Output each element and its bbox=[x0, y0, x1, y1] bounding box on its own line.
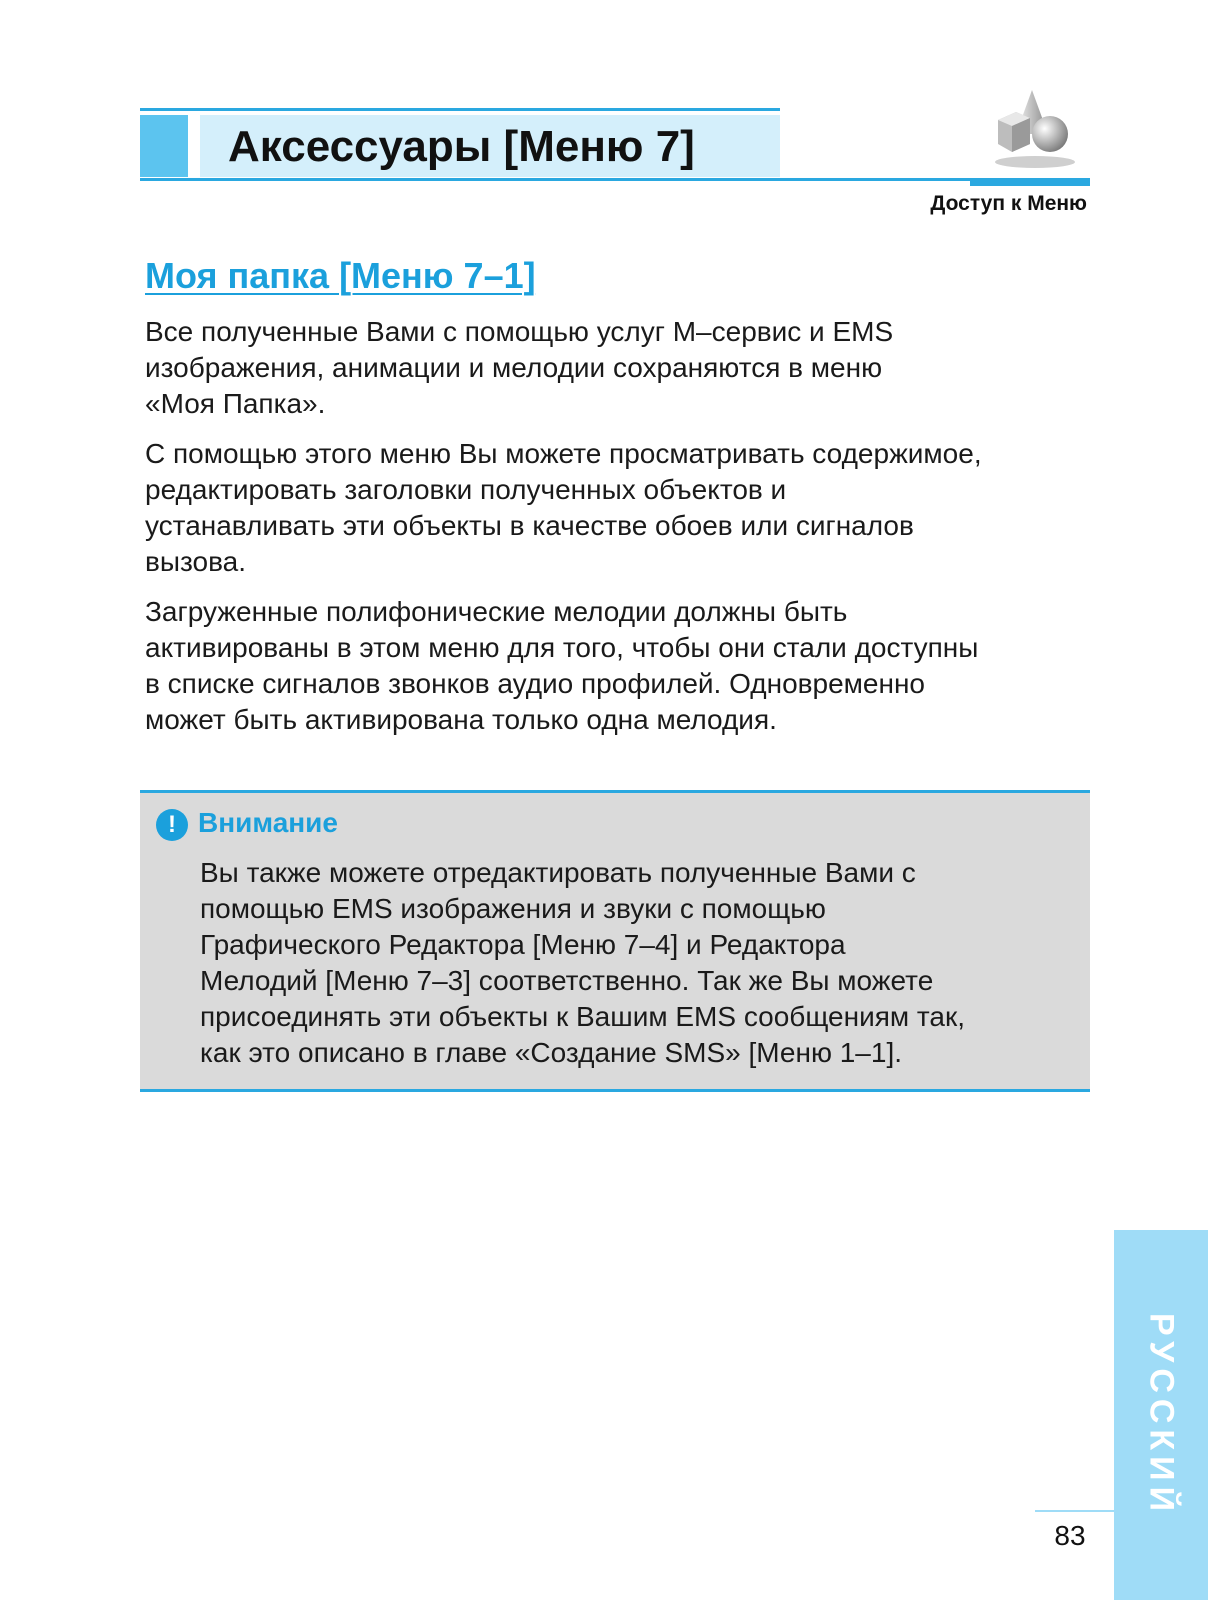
page-title: Аксессуары [Меню 7] bbox=[228, 122, 695, 171]
language-label: РУССКИЙ bbox=[1142, 1312, 1181, 1518]
3d-shapes-icon bbox=[990, 86, 1080, 170]
paragraph: Загруженные полифонические мелодии должны быть активированы в этом меню для того, чтобы они стали доступны в списке сигналов звонков аудио профилей. Одновременно может быть активирована только одна мелодия. bbox=[145, 596, 979, 735]
language-side-tab bbox=[1114, 1230, 1208, 1600]
body-text bbox=[145, 314, 1085, 752]
page-number-line bbox=[1035, 1510, 1114, 1512]
note-box bbox=[140, 790, 1090, 1092]
note-text: Вы также можете отредактировать полученные Вами с помощью EMS изображения и звуки с помощью Графического Редактора [Меню 7–4] и Редактора Мелодий [Меню 7–3] соответственно. Так же Вы можете присоединять эти объекты к Вашим EMS сообщениям так, как это описано в главе «Создание SMS» [Меню 1–1]. bbox=[200, 857, 966, 1068]
header-top-line bbox=[140, 108, 780, 111]
header-bottom-line bbox=[140, 178, 1090, 181]
header-accent-block bbox=[140, 115, 188, 177]
paragraph: Все полученные Вами с помощью услуг M–сервис и EMS изображения, анимации и мелодии сохраняются в меню «Моя Папка». bbox=[145, 316, 894, 419]
page-number: 83 bbox=[1054, 1520, 1086, 1551]
menu-access-label: Доступ к Меню bbox=[930, 192, 1087, 215]
section-heading: Моя папка [Меню 7–1] bbox=[145, 255, 536, 296]
exclamation-icon: ! bbox=[156, 809, 188, 841]
header-right-bar bbox=[970, 178, 1090, 186]
note-title: Внимание bbox=[198, 807, 338, 838]
paragraph: С помощью этого меню Вы можете просматривать содержимое, редактировать заголовки полученных объектов и устанавливать эти объекты в качестве обоев или сигналов вызова. bbox=[145, 438, 982, 577]
